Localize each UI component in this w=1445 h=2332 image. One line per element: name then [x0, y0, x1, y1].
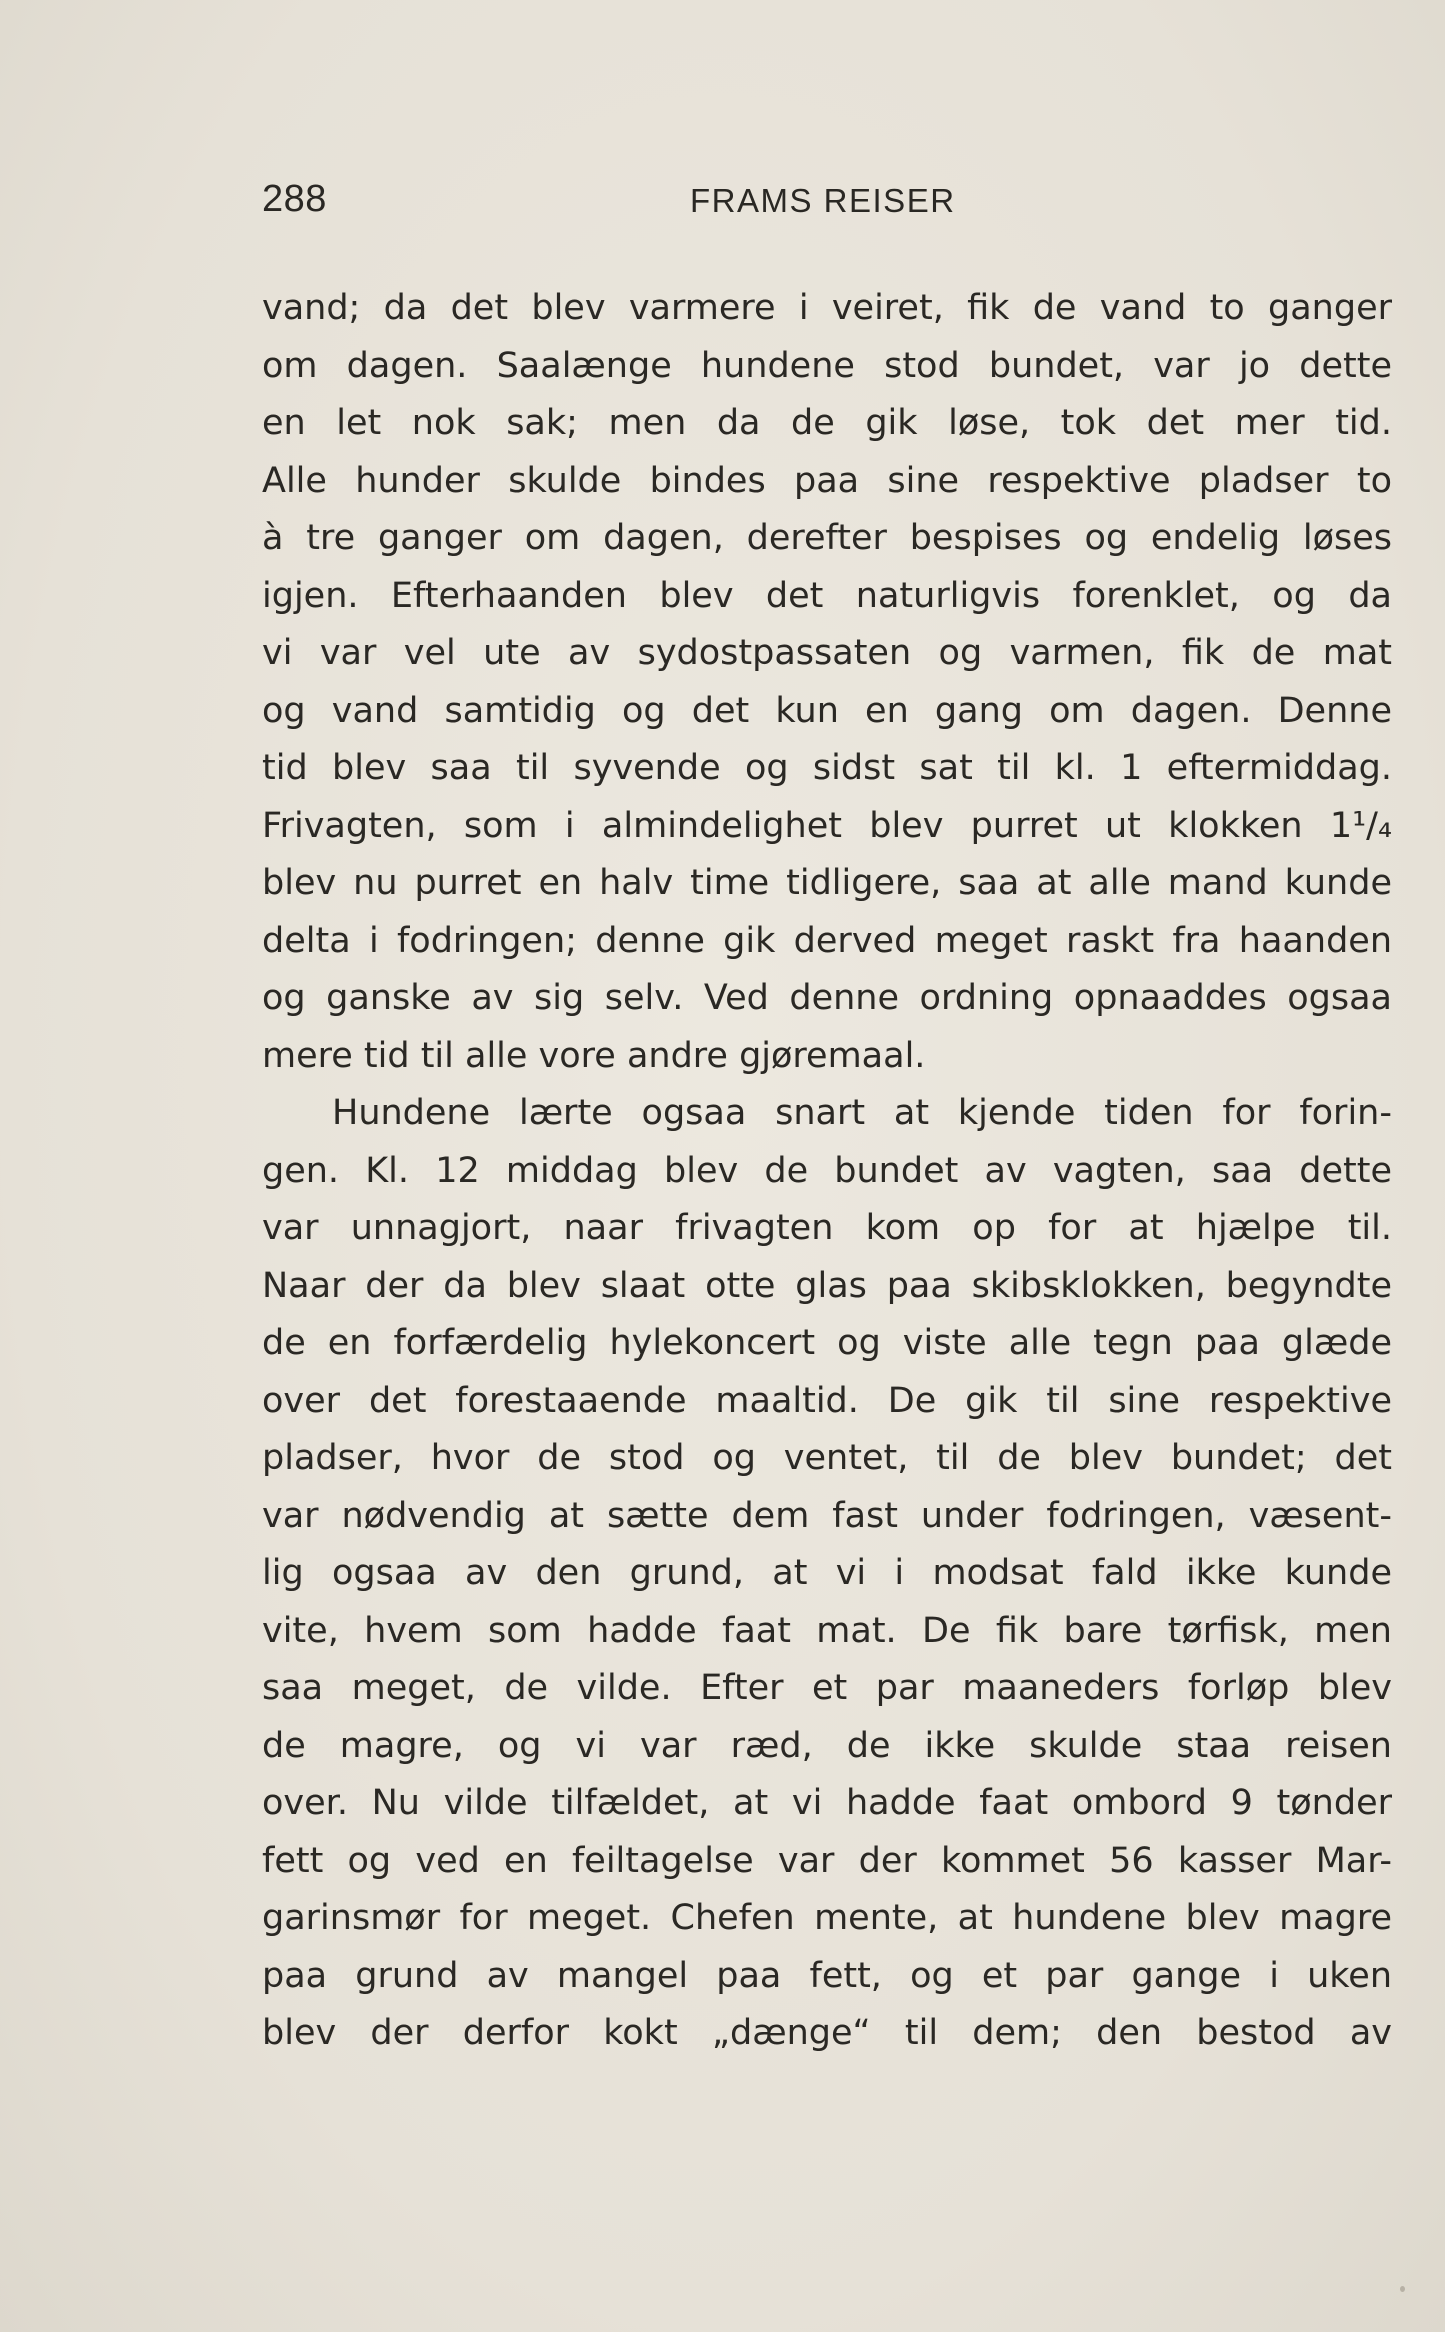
text-line-22: var nødvendig at sætte dem fast under fodringen, væsent- [262, 1495, 1392, 1536]
text-line-23: lig ogsaa av den grund, at vi i modsat fald ikke kunde [262, 1553, 1392, 1593]
text-line-3: en let nok sak; men da de gik løse, tok det mer tid. [262, 403, 1392, 443]
page-header [262, 178, 1392, 238]
text-line-17: var unnagjort, naar frivagten kom op for at hjælpe til. [262, 1208, 1392, 1248]
text-line-27: over. Nu vilde tilfældet, at vi hadde faat ombord 9 tønder [262, 1783, 1392, 1823]
text-line-26: de magre, og vi var ræd, de ikke skulde staa reisen [262, 1725, 1392, 1766]
text-line-16: gen. Kl. 12 middag blev de bundet av vagten, saa dette [262, 1150, 1392, 1191]
running-head: FRAMS REISER [690, 182, 956, 219]
text-line-30: paa grund av mangel paa fett, og et par gange i uken [262, 1955, 1392, 1996]
text-line-11: blev nu purret en halv time tidligere, saa at alle mand kunde [262, 863, 1392, 903]
text-line-15: Hundene lærte ogsaa snart at kjende tiden for forin- [332, 1093, 1392, 1133]
text-line-24: vite, hvem som hadde faat mat. De fik bare tørfisk, men [262, 1610, 1392, 1651]
text-line-31: blev der derfor kokt „dænge“ til dem; den bestod av [262, 2013, 1392, 2053]
text-line-13: og ganske av sig selv. Ved denne ordning opnaaddes ogsaa [262, 978, 1392, 1018]
text-line-12: delta i fodringen; denne gik derved meget raskt fra haanden [262, 920, 1392, 961]
text-line-7: vi var vel ute av sydostpassaten og varmen, fik de mat [262, 633, 1392, 673]
text-line-10: Frivagten, som i almindelighet blev purret ut klokken 1¹/₄ [262, 805, 1392, 846]
text-line-2: om dagen. Saalænge hundene stod bundet, var jo dette [262, 345, 1392, 386]
text-line-6: igjen. Efterhaanden blev det naturligvis forenklet, og da [262, 575, 1392, 616]
text-line-5: à tre ganger om dagen, derefter bespises og endelig løses [262, 518, 1392, 558]
page-number: 288 [262, 178, 327, 220]
text-line-25: saa meget, de vilde. Efter et par maaneders forløp blev [262, 1668, 1392, 1708]
text-line-1: vand; da det blev varmere i veiret, fik de vand to ganger [262, 288, 1392, 328]
paper-speck [1400, 2286, 1405, 2292]
text-line-20: over det forestaaende maaltid. De gik til sine respektive [262, 1380, 1392, 1421]
text-line-8: og vand samtidig og det kun en gang om dagen. Denne [262, 690, 1392, 731]
text-line-14: mere tid til alle vore andre gjøremaal. [262, 1035, 926, 1076]
body-text [262, 280, 1392, 2063]
text-line-4: Alle hunder skulde bindes paa sine respektive pladser to [262, 460, 1392, 501]
text-line-19: de en forfærdelig hylekoncert og viste alle tegn paa glæde [262, 1323, 1392, 1363]
text-line-21: pladser, hvor de stod og ventet, til de blev bundet; det [262, 1438, 1392, 1478]
text-line-9: tid blev saa til syvende og sidst sat til kl. 1 eftermiddag. [262, 748, 1392, 788]
text-line-18: Naar der da blev slaat otte glas paa skibsklokken, begyndte [262, 1265, 1392, 1306]
text-line-29: garinsmør for meget. Chefen mente, at hundene blev magre [262, 1898, 1392, 1938]
text-line-28: fett og ved en feiltagelse var der kommet 56 kasser Mar- [262, 1840, 1392, 1881]
